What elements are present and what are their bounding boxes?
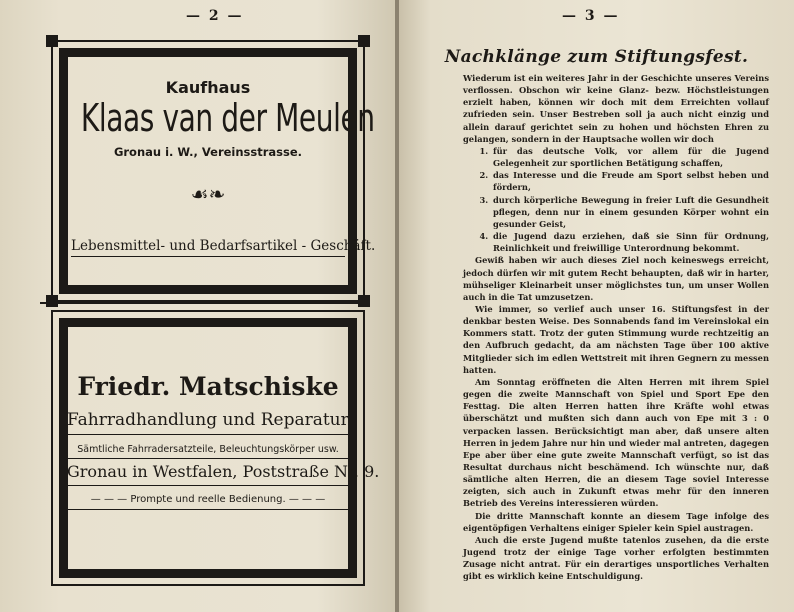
article-paragraph: Auch die erste Jugend mußte tatenlos zusehen, da die erste Jugend trotz der einige Tage vorher erfolgten bestimmten Zusage nicht antrat. Für ein derartiges unsportliches Verhalten gibt es wirklich keine Entschuldigung. (463, 534, 769, 582)
list-item: 2. das Interesse und die Freude am Sport selbst heben und fördern, (491, 169, 769, 193)
page-number: — 2 — (186, 8, 244, 24)
goals-list (463, 145, 769, 254)
advertisement-kaufhaus (51, 40, 376, 302)
advertisement-matschiske (51, 310, 380, 586)
ornament-icon: ☙❧ (190, 182, 226, 206)
article-title: Nachklänge zum Stiftungsfest. (444, 47, 749, 67)
ad-address: Gronau i. W., Vereinsstrasse. (113, 145, 303, 159)
list-item: 1. für das deutsche Volk, vor allem für die Jugend Gelegenheit zur sportlichen Betätigung schaffen, (491, 145, 769, 169)
article-paragraph: Die dritte Mannschaft konnte an diesem Tage infolge des eigentöpfigen Verhaltens einiger Spieler kein Spiel austragen. (463, 510, 769, 533)
list-item: 3. durch körperliche Bewegung in freier Luft die Gesundheit pflegen, denn nur in einem gesunden Körper wohnt ein gesunder Geist, (491, 194, 769, 230)
ad-company-name: Friedr. Matschiske (77, 372, 339, 401)
ad-footer: — — — Prompte und reelle Bedienung. — — — (67, 494, 349, 510)
divider (40, 302, 362, 304)
article-intro: Wiederum ist ein weiteres Jahr in der Geschichte unseres Vereins verflossen. Obschon wir keine Glanz- bezw. Höchstleistungen erzielt haben, können wir doch mit dem Erreichten vollauf zufrieden sein. Unser Bestreben soll ja auch nicht einzig und allein darauf gerichtet sein zu hohen und höchsten Ehren zu gelangen, sondern in der Hauptsache wollen wir doch (463, 73, 769, 144)
ad-tagline: Lebensmittel- und Bedarfsartikel - Geschäft. (71, 238, 345, 257)
page-number: — 3 — (562, 8, 620, 24)
article-paragraph: Gewiß haben wir auch dieses Ziel noch keineswegs erreicht, jedoch dürfen wir mit gutem Recht behaupten, daß wir in harter, mühseliger Kleinarbeit unser möglichstes tun, um unser Wollen auch in die Tat umzusetzen. (463, 255, 769, 302)
ad-company-name: Klaas van der Meulen (80, 96, 375, 140)
article-paragraph: Wie immer, so verlief auch unser 16. Stiftungsfest in der denkbar besten Weise. Des Sonnabends fand im Vereinslokal ein Kommers statt. Trotz der guten Stimmung wurde rechtzeitig an den Aufbruch gedacht, da am nächsten Tage über 100 aktive Mitglieder sich im edlen Wettstreit mit ihren Gegnern zu messen hatten. (463, 303, 769, 375)
ad-business: Fahrradhandlung und Reparatur. (67, 410, 349, 435)
ad-address: Gronau in Westfalen, Poststraße Nr. 9. (67, 462, 349, 486)
article-paragraph: Am Sonntag eröffneten die Alten Herren mit ihrem Spiel gegen die zweite Mannschaft von Spiel und Sport Epe den Festtag. Die alten Herren hatten ihre Kräfte wohl etwas überschätzt und mußten sich dann auch von Epe mit 3 : 0 verpacken lassen. Berücksichtigt man aber, daß unsere alten Herren in jedem Jahre nur hin und wieder mal antreten, dagegen Epe aber über eine gute zweite Mannschaft verfügt, so ist das Resultat durchaus nicht beschämend. Ich wünschte nur, daß sämtliche alten Herren, die an diesem Tage soviel Interesse zeigten, sich auch in Zukunft etwas mehr für den inneren Betrieb des Vereins interessieren würden. (463, 376, 769, 509)
ad-label: Kaufhaus (165, 78, 251, 97)
ad-products: Sämtliche Fahrradersatzteile, Beleuchtungskörper usw. (67, 444, 349, 459)
list-item: 4. die Jugend dazu erziehen, daß sie Sinn für Ordnung, Reinlichkeit und freiwillige Unterordnung bekommt. (491, 230, 769, 254)
right-page (399, 0, 794, 612)
article-body (463, 72, 769, 583)
